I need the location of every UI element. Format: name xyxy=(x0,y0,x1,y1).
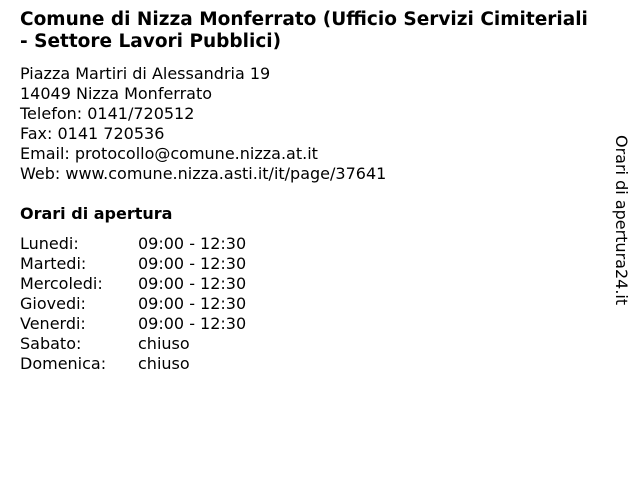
website: Web: www.comune.nizza.asti.it/it/page/37641 xyxy=(20,164,387,183)
hours-row xyxy=(20,334,246,354)
hours-time: 09:00 - 12:30 xyxy=(138,254,247,273)
hours-time: 09:00 - 12:30 xyxy=(138,294,247,313)
fax: Fax: 0141 720536 xyxy=(20,124,165,143)
email: Email: protocollo@comune.nizza.at.it xyxy=(20,144,318,163)
hours-table xyxy=(20,234,246,374)
hours-time: 09:00 - 12:30 xyxy=(138,314,247,333)
hours-row xyxy=(20,314,246,334)
hours-day: Giovedi: xyxy=(20,294,86,313)
phone: Telefon: 0141/720512 xyxy=(20,104,195,123)
hours-title: Orari di apertura xyxy=(20,204,173,223)
hours-row xyxy=(20,294,246,314)
hours-row xyxy=(20,354,246,374)
hours-day: Venerdi: xyxy=(20,314,86,333)
hours-day: Domenica: xyxy=(20,354,107,373)
hours-day: Sabato: xyxy=(20,334,82,353)
address: Piazza Martiri di Alessandria 19 xyxy=(20,64,271,83)
hours-row xyxy=(20,274,246,294)
hours-row xyxy=(20,234,246,254)
hours-time: chiuso xyxy=(138,354,190,373)
hours-time: 09:00 - 12:30 xyxy=(138,234,247,253)
hours-day: Lunedi: xyxy=(20,234,79,253)
hours-row xyxy=(20,254,246,274)
hours-time: 09:00 - 12:30 xyxy=(138,274,247,293)
hours-day: Martedi: xyxy=(20,254,87,273)
page-title: Comune di Nizza Monferrato (Ufficio Servizi Cimiteriali - Settore Lavori Pubblici) xyxy=(20,9,588,52)
city: 14049 Nizza Monferrato xyxy=(20,84,213,103)
hours-day: Mercoledi: xyxy=(20,274,103,293)
contact-info xyxy=(20,64,386,184)
site-watermark: Orari di apertura24.it xyxy=(612,135,631,306)
hours-time: chiuso xyxy=(138,334,190,353)
